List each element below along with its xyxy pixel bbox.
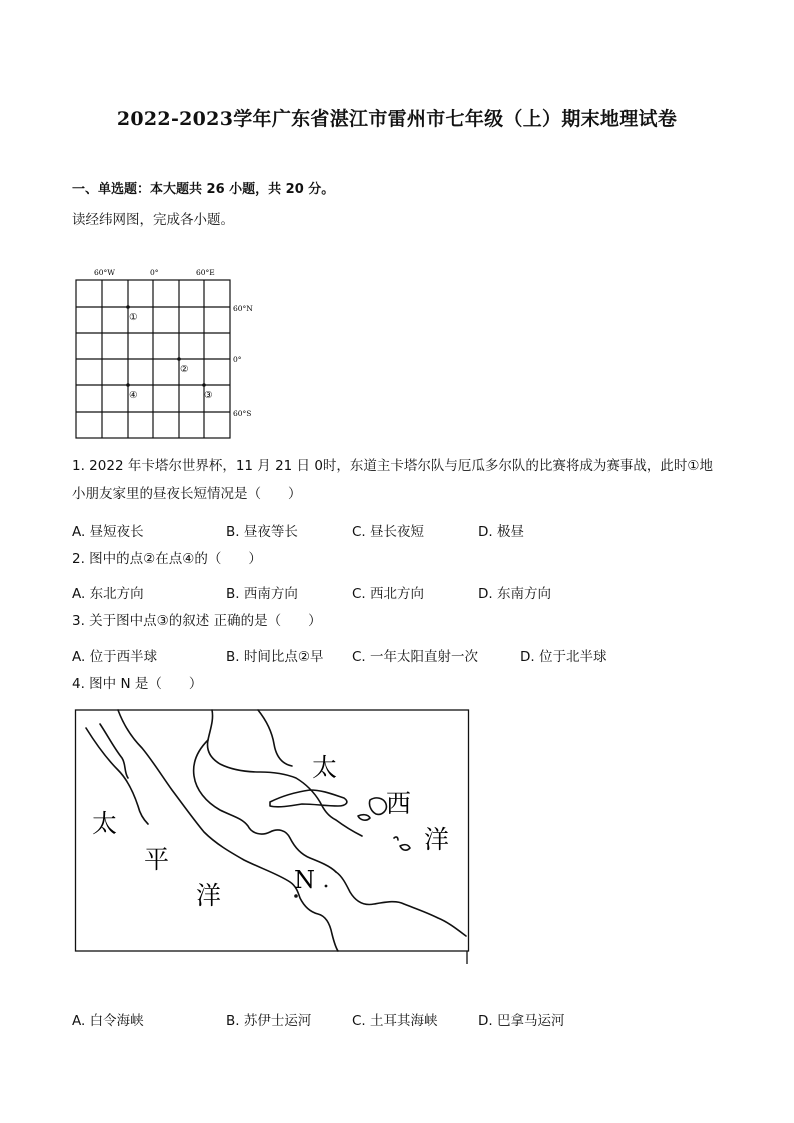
question-4 xyxy=(72,670,202,698)
small-island-dot xyxy=(325,885,328,888)
q4-option-b[interactable]: B. 苏伊士运河 xyxy=(226,1013,312,1029)
q2-option-d[interactable]: D. 东南方向 xyxy=(478,586,551,602)
q3-option-d[interactable]: D. 位于北半球 xyxy=(520,649,607,665)
point-3-label: ③ xyxy=(204,390,213,401)
q4-option-d[interactable]: D. 巴拿马运河 xyxy=(478,1013,565,1029)
map-label-pacific-1: 太 xyxy=(92,809,118,838)
map-label-n: N xyxy=(294,866,315,894)
point-1-label: ① xyxy=(129,312,138,323)
map-label-pacific-2: 平 xyxy=(144,845,170,874)
lon-label-0: 0° xyxy=(150,268,159,277)
q4-option-c[interactable]: C. 土耳其海峡 xyxy=(352,1013,438,1029)
map-label-atlantic-2: 西 xyxy=(386,789,412,818)
question-2-line-1: 2. 图中的点②在点④的（ ） xyxy=(72,551,262,567)
point-4-dot xyxy=(126,383,130,387)
q1-option-a[interactable]: A. 昼短夜长 xyxy=(72,524,144,540)
question-1 xyxy=(72,452,713,508)
point-2-label: ② xyxy=(180,364,189,375)
q3-option-c[interactable]: C. 一年太阳直射一次 xyxy=(352,649,479,665)
lon-label-60w: 60°W xyxy=(94,268,116,277)
point-2-dot xyxy=(177,357,181,361)
central-america-map-figure xyxy=(74,706,474,972)
question-1-line-1: 1. 2022 年卡塔尔世界杯，11 月 21 日 0时，东道主卡塔尔队与厄瓜多尔队的比赛将成为赛事战，此时①地 xyxy=(72,458,714,474)
intro-text: 读经纬网图，完成各小题。 xyxy=(72,212,234,228)
q2-option-a[interactable]: A. 东北方向 xyxy=(72,586,144,602)
question-1-line-2: 小朋友家里的昼夜长短情况是（ ） xyxy=(72,486,302,502)
question-3-line-1: 3. 关于图中点③的叙述 正确的是（ ） xyxy=(72,613,322,629)
q1-option-c[interactable]: C. 昼长夜短 xyxy=(352,524,425,540)
point-4-label: ④ xyxy=(129,390,138,401)
point-1-dot xyxy=(126,305,130,309)
map-label-pacific-3: 洋 xyxy=(196,881,222,910)
page-title: 2022-2023学年广东省湛江市雷州市七年级（上）期末地理试卷 xyxy=(116,108,678,130)
lon-label-60e: 60°E xyxy=(196,268,215,277)
map-label-atlantic-3: 洋 xyxy=(424,825,450,854)
q3-option-a[interactable]: A. 位于西半球 xyxy=(72,649,158,665)
lat-label-0: 0° xyxy=(233,355,242,364)
question-2 xyxy=(72,545,262,573)
question-4-line-1: 4. 图中 N 是（ ） xyxy=(72,676,203,692)
isthmus-point xyxy=(294,894,298,898)
lat-label-60s: 60°S xyxy=(233,409,252,418)
q1-option-d[interactable]: D. 极昼 xyxy=(478,524,524,540)
map-label-atlantic-1: 太 xyxy=(312,753,338,782)
question-3 xyxy=(72,607,322,635)
q4-option-a[interactable]: A. 白令海峡 xyxy=(72,1013,144,1029)
lat-label-60n: 60°N xyxy=(233,304,253,313)
point-3-dot xyxy=(202,383,206,387)
q3-option-b[interactable]: B. 时间比点②早 xyxy=(226,649,324,665)
q2-option-c[interactable]: C. 西北方向 xyxy=(352,586,425,602)
section-heading: 一、单选题：本大题共 26 小题，共 20 分。 xyxy=(72,182,335,197)
q2-option-b[interactable]: B. 西南方向 xyxy=(226,586,298,602)
q1-option-b[interactable]: B. 昼夜等长 xyxy=(226,524,298,540)
lat-lon-grid-figure xyxy=(72,268,272,452)
